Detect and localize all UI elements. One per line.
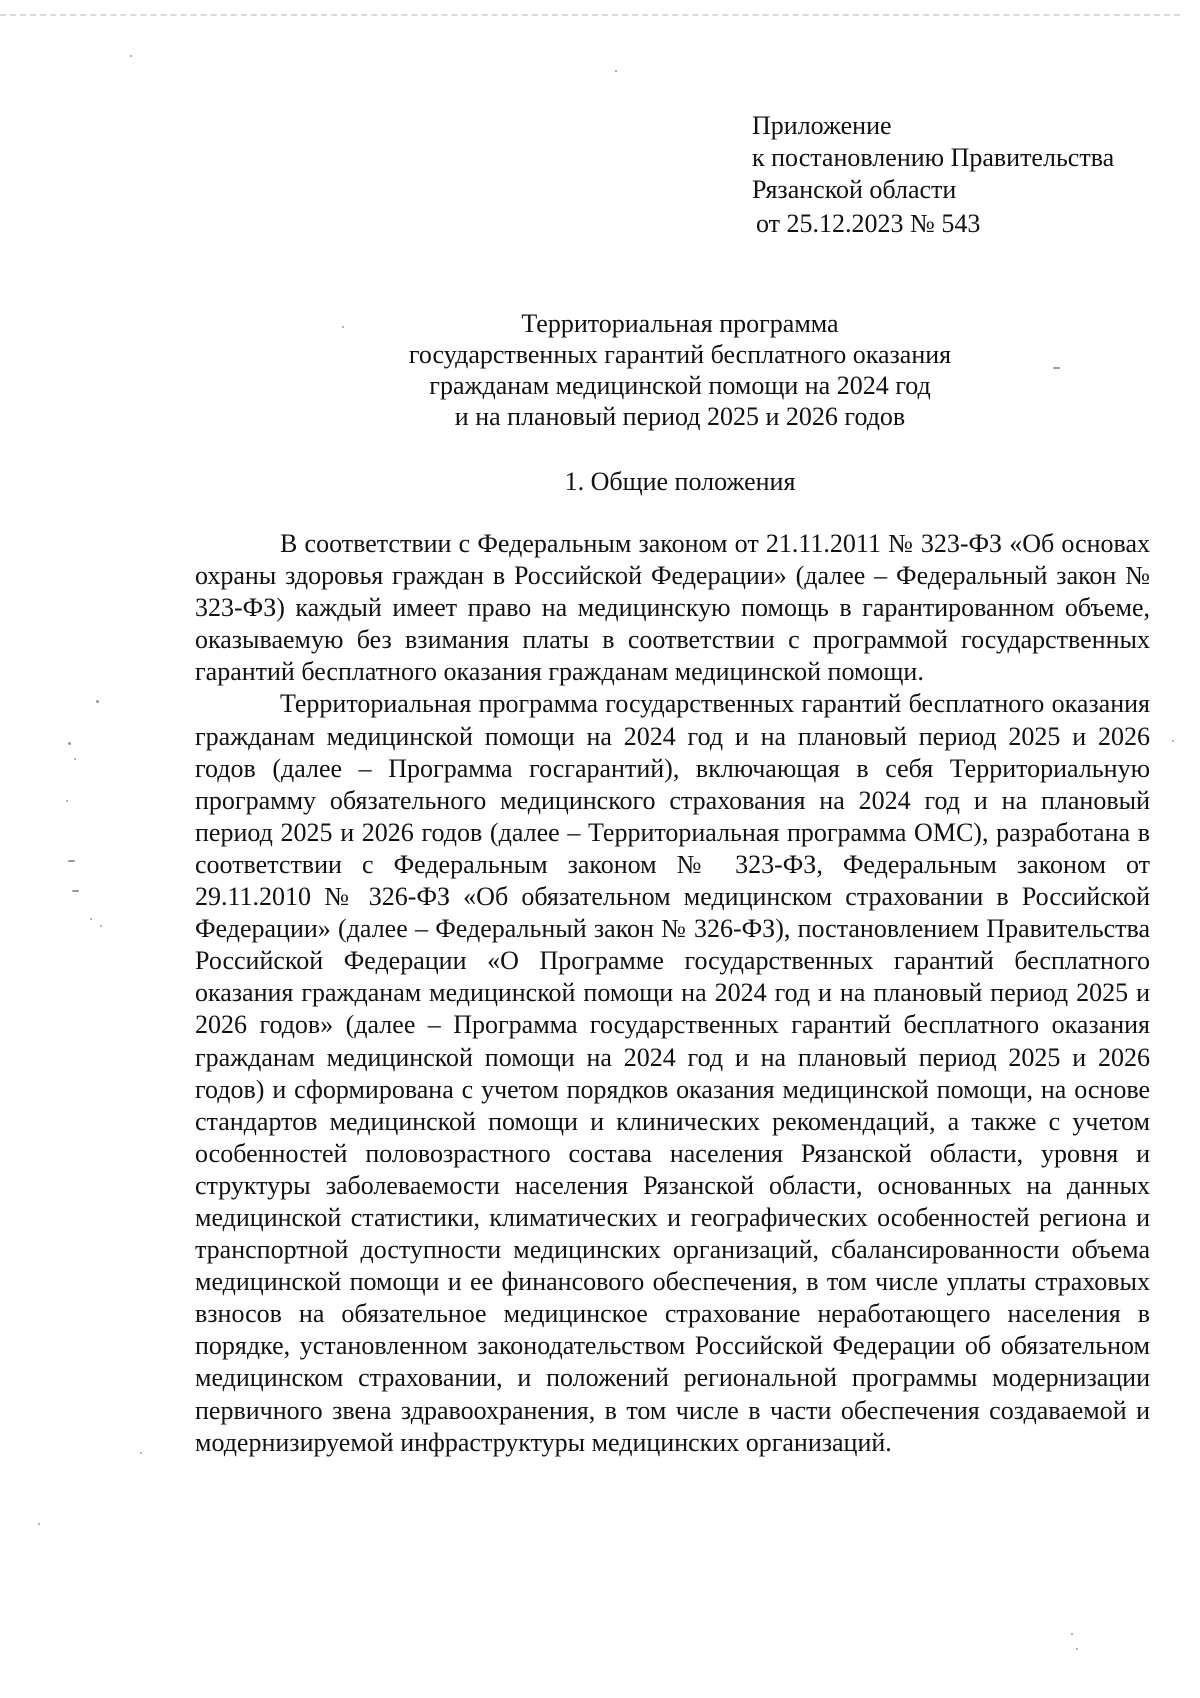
scan-speck — [90, 918, 92, 920]
scan-speck — [38, 1523, 40, 1525]
scan-speck — [66, 800, 68, 802]
paragraph: Территориальная программа государственных гарантий бесплатного оказания гражданам медицинской помощи на 2024 год и на плановый период 2025 и 2026 годов (далее – Программа госгарантий), включающая в себя Территориальную программу обязательного медицинского страхования на 2024 год и на плановый период 2025 и 2026 годов (далее – Территориальная программа ОМС), разработана в соответствии с Федеральным законом № 323-ФЗ, Федеральным законом от 29.11.2010 № 326-ФЗ «Об обязательном медицинском страховании в Российской Федерации» (далее – Федеральный закон № 326-ФЗ), постановлением Правительства Российской Федерации «О Программе государственных гарантий бесплатного оказания гражданам медицинской помощи на 2024 год и на плановый период 2025 и 2026 годов» (далее – Программа государственных гарантий бесплатного оказания гражданам медицинской помощи на 2024 год и на плановый период 2025 и 2026 годов) и сформирована с учетом порядков оказания медицинской помощи, на основе стандартов медицинской помощи и клинических рекомендаций, а также с учетом особенностей половозрастного состава населения Рязанской области, уровня и структуры заболеваемости населения Рязанской области, основанных на данных медицинской статистики, климатических и географических особенностей региона и транспортной доступности медицинских организаций, сбалансированности объема медицинской помощи и ее финансового обеспечения, в том числе уплаты страховых взносов на обязательное медицинское страхование неработающего населения в порядке, установленном законодательством Российской Федерации об обязательном медицинском страховании, и положений региональной программы модернизации первичного звена здравоохранения, в том числе в части обеспечения создаваемой и модернизируемой инфраструктуры медицинских организаций. — [195, 689, 1150, 1457]
scan-speck — [1076, 1648, 1078, 1650]
section-heading: 1. Общие положения — [564, 467, 796, 496]
scan-speck — [72, 890, 79, 892]
title-line: гражданам медицинской помощи на 2024 год — [429, 371, 931, 400]
scan-speck — [130, 55, 132, 57]
paragraph: В соответствии с Федеральным законом от 21.11.2011 № 323-ФЗ «Об основах охраны здоровья граждан в Российской Федерации» (далее – Федеральный закон № 323-ФЗ) каждый имеет право на медицинскую помощь в гарантированном объеме, оказываемую без взимания платы в соответствии с программой государственных гарантий бесплатного оказания гражданам медицинской помощи. — [195, 529, 1150, 687]
body-text — [195, 528, 1150, 1459]
scan-speck — [1071, 1633, 1073, 1635]
appendix-date-number: от 25.12.2023 № 543 — [756, 209, 981, 238]
appendix-line: Приложение — [752, 111, 892, 140]
scan-speck — [74, 758, 76, 760]
title-line: и на плановый период 2025 и 2026 годов — [454, 402, 906, 431]
scan-speck — [615, 70, 617, 72]
scan-artifact-top — [0, 14, 1180, 19]
title-line: государственных гарантий бесплатного оказания — [408, 340, 952, 369]
document-title — [340, 308, 1020, 432]
appendix-line: Рязанской области — [752, 175, 957, 204]
scan-speck — [100, 925, 102, 927]
scan-speck — [68, 742, 71, 745]
title-line: Территориальная программа — [521, 309, 839, 338]
appendix-line: к постановлению Правительства — [752, 143, 1115, 172]
scan-speck — [96, 700, 99, 703]
scan-speck — [1053, 367, 1060, 369]
scan-speck — [1172, 740, 1174, 742]
appendix-header — [752, 110, 1114, 240]
scan-speck — [68, 860, 75, 862]
scan-speck — [140, 1452, 142, 1454]
